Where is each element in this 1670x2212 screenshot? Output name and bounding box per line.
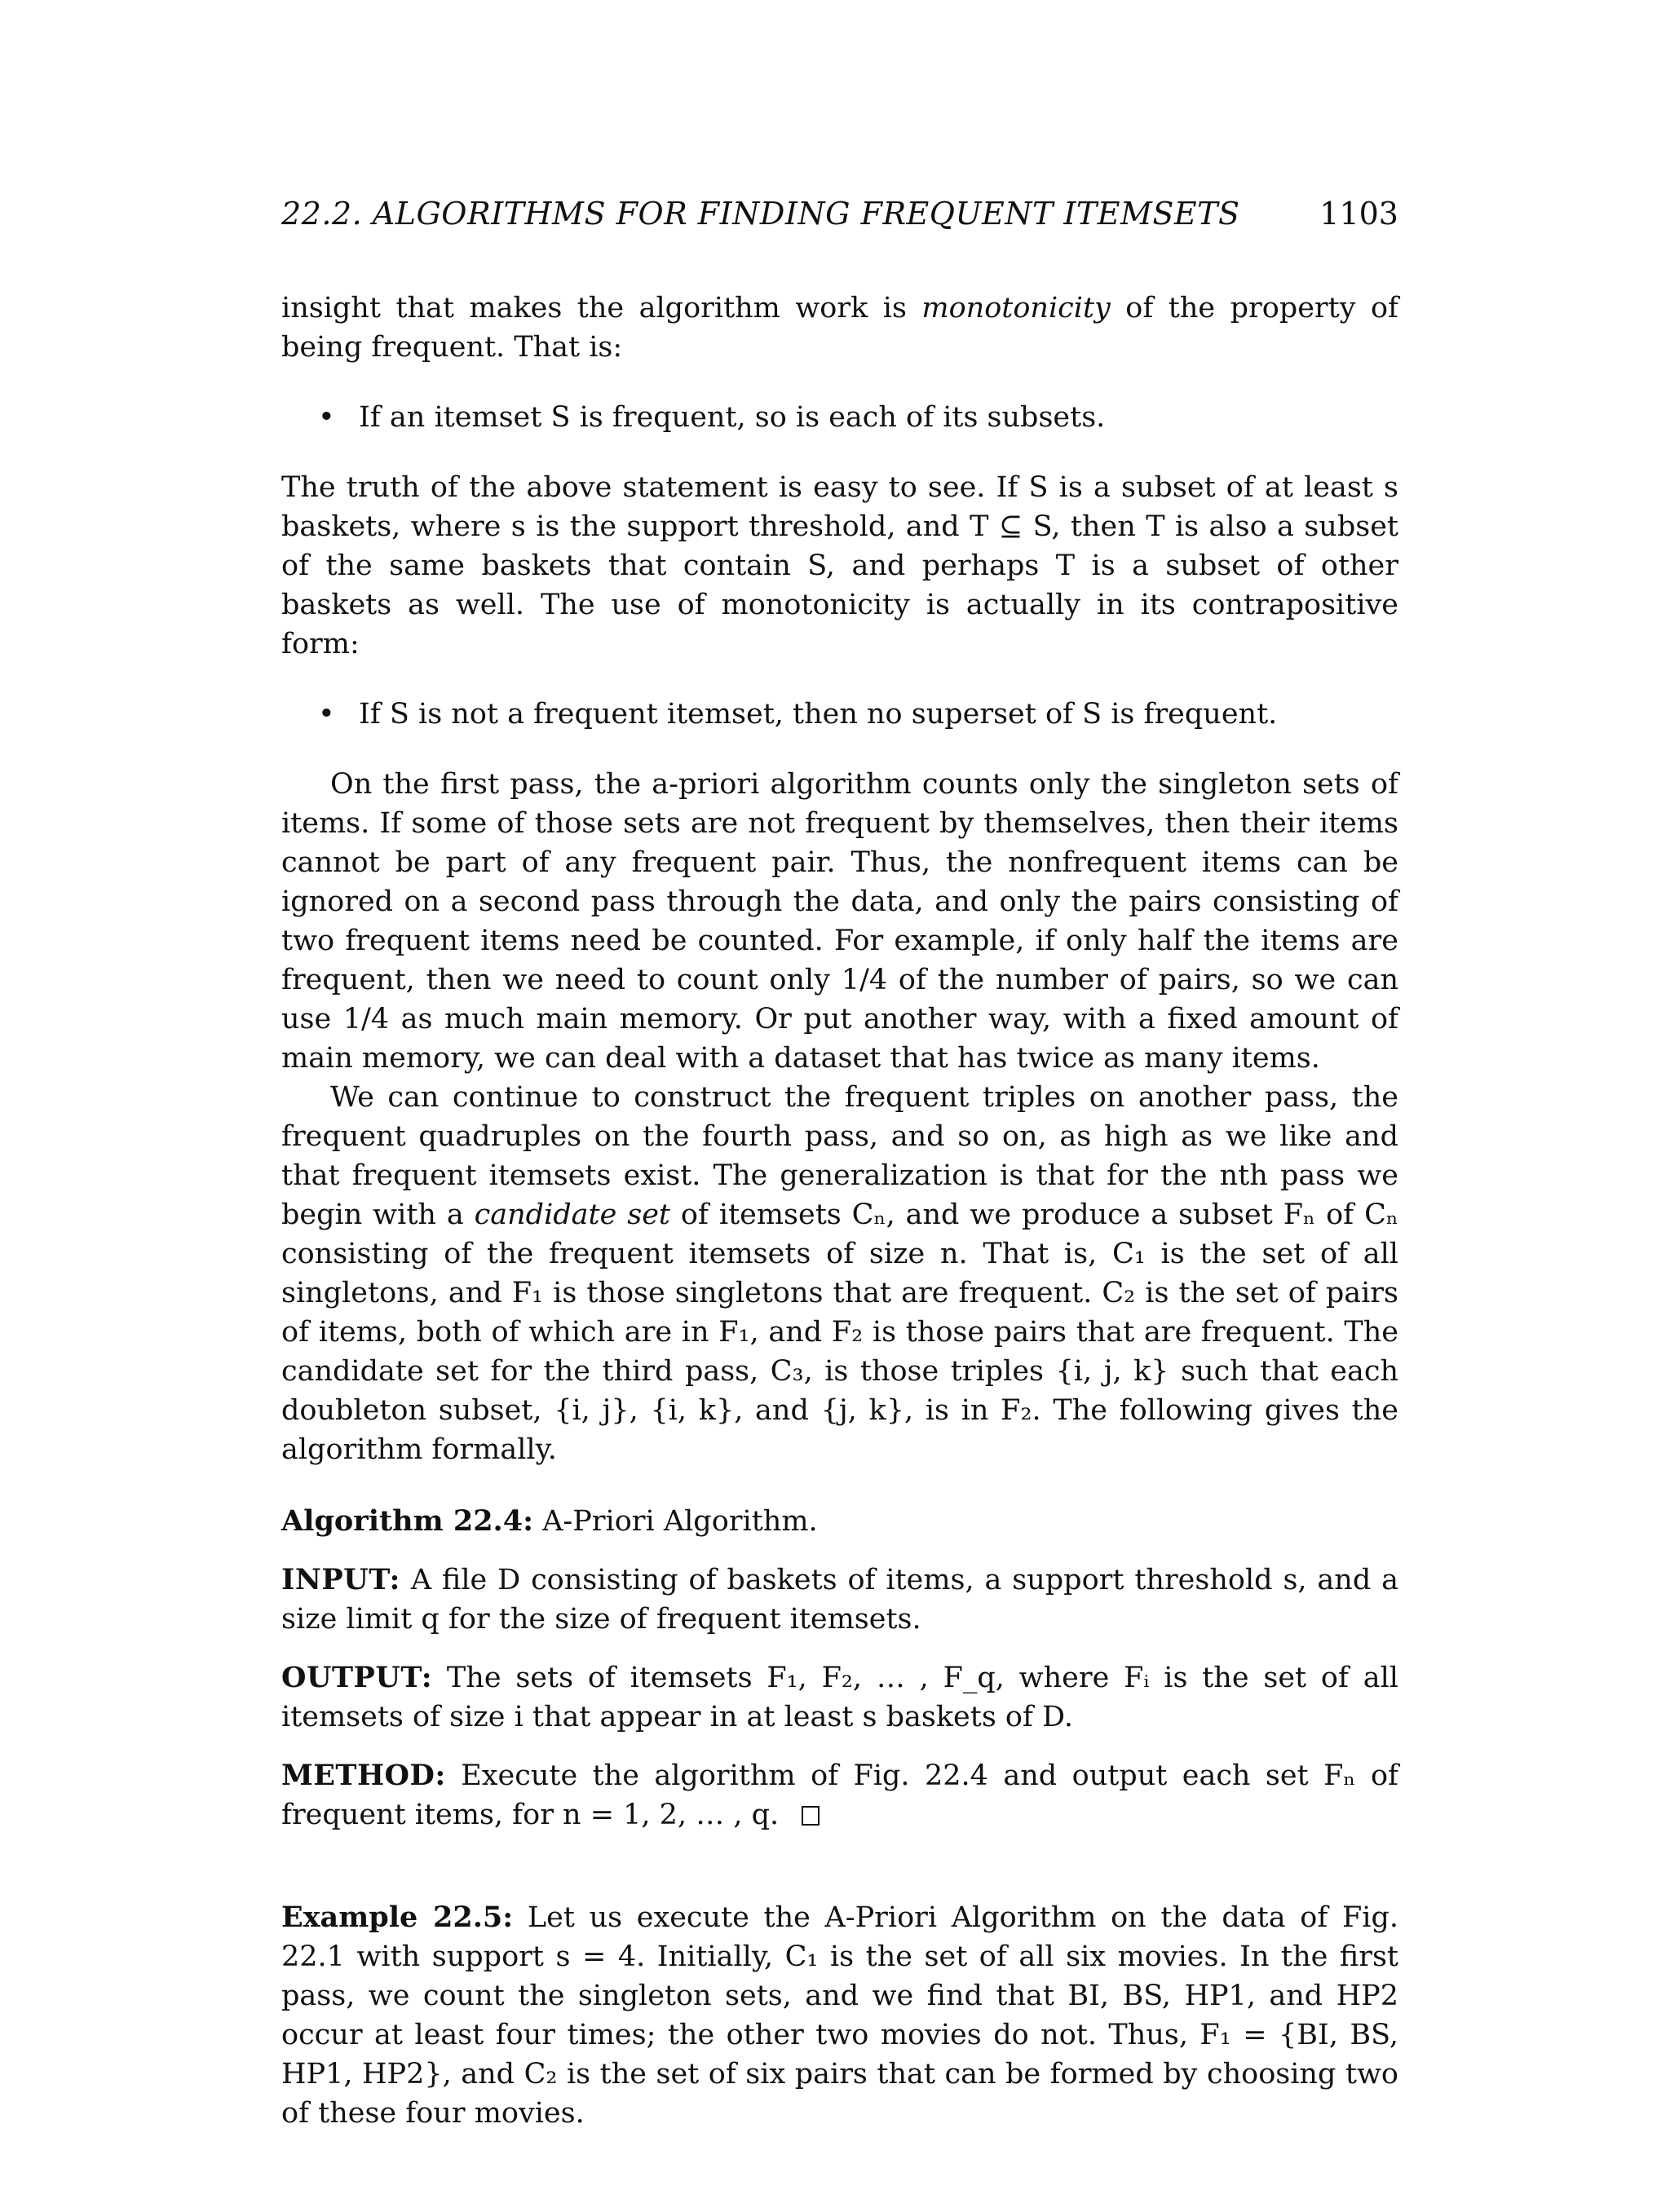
method-label: METHOD:	[281, 1759, 446, 1792]
bullet-icon: •	[318, 698, 335, 731]
paragraph-proof: The truth of the above statement is easy to see. If S is a subset of at least s baskets, where s is the support threshold, and T ⊆ S, then T is also a subset of the same baskets that contain S, and perhaps T is a subset of other baskets as well. The use of monotonicity is actually in its contrapositive form:	[281, 471, 1398, 660]
paragraph-intro	[281, 289, 1398, 367]
running-header	[281, 196, 1398, 232]
paragraph-generalization-end: of itemsets Cₙ, and we produce a subset Fₙ of Cₙ consisting of the frequent itemsets of size n. That is, C₁ is the set of all singletons, and F₁ is those singletons that are frequent. C₂ is the set of pairs of items, both of which are in F₁, and F₂ is those pairs that are frequent. The candidate set for the third pass, C₃, is those triples {i, j, k} such that each doubleton subset, {i, j}, {i, k}, and {j, k}, is in F₂. The following gives the algorithm formally.	[281, 1199, 1398, 1466]
example-text: Let us execute the A-Priori Algorithm on the data of Fig. 22.1 with support s = 4. Initially, C₁ is the set of all six movies. In the first pass, we count the singleton sets, and we find that BI, BS, HP1, and HP2 occur at least four times; the other two movies do not. Thus, F₁ = {BI, BS, HP1, HP2}, and C₂ is the set of six pairs that can be formed by choosing two of these four movies.	[281, 1901, 1398, 2130]
bullet-contrapositive-text: If S is not a frequent itemset, then no superset of S is frequent.	[359, 698, 1278, 731]
paragraph-generalization-start: We can continue to construct the frequent triples on another pass, the frequent quadruples on the fourth pass, and so on, as high as we like and that frequent itemsets exist. The generalization is that for the nth pass we begin with a	[281, 1081, 1398, 1231]
page-body	[281, 289, 1398, 2133]
input-text: A file D consisting of baskets of items, a support threshold s, and a size limit q for the size of frequent itemsets.	[281, 1564, 1398, 1636]
example-paragraph	[281, 1898, 1398, 2133]
algorithm-title: A-Priori Algorithm.	[533, 1505, 818, 1538]
algorithm-label: Algorithm 22.4:	[281, 1504, 534, 1538]
output-text: The sets of itemsets F₁, F₂, … , F_q, where Fᵢ is the set of all itemsets of size i that appear in at least s baskets of D.	[281, 1662, 1398, 1733]
method-text: Execute the algorithm of Fig. 22.4 and output each set Fₙ of frequent items, for n = 1, 2, … , q.	[281, 1759, 1398, 1831]
bullet-monotonicity-text: If an itemset S is frequent, so is each of its subsets.	[359, 401, 1106, 434]
term-candidate-set: candidate set	[474, 1199, 670, 1231]
paragraph-intro-end: of the property of being frequent. That is:	[281, 292, 1398, 364]
algorithm-heading	[281, 1502, 1398, 1541]
section-title: 22.2. ALGORITHMS FOR FINDING FREQUENT ITEMSETS	[281, 196, 1240, 232]
algorithm-method	[281, 1756, 1398, 1835]
bullet-contrapositive	[318, 695, 1398, 734]
algorithm-output	[281, 1658, 1398, 1737]
paragraph-generalization	[281, 1078, 1398, 1469]
term-monotonicity: monotonicity	[921, 292, 1111, 325]
bullet-monotonicity	[318, 398, 1398, 437]
paragraph-first-pass: On the first pass, the a-priori algorithm counts only the singleton sets of items. If some of those sets are not frequent by themselves, then their items cannot be part of any frequent pair. Thus, the nonfrequent items can be ignored on a second pass through the data, and only the pairs consisting of two frequent items need be counted. For example, if only half the items are frequent, then we need to count only 1/4 of the number of pairs, so we can use 1/4 as much main memory. Or put another way, with a fixed amount of main memory, we can deal with a dataset that has twice as many items.	[281, 768, 1398, 1075]
output-label: OUTPUT:	[281, 1661, 433, 1694]
paragraph-intro-start: insight that makes the algorithm work is	[281, 292, 922, 325]
example-label: Example 22.5:	[281, 1901, 514, 1934]
end-of-proof-icon	[802, 1806, 820, 1826]
algorithm-input	[281, 1561, 1398, 1639]
book-page	[281, 196, 1398, 2133]
input-label: INPUT:	[281, 1563, 400, 1596]
page-number: 1103	[1319, 196, 1398, 232]
bullet-icon: •	[318, 401, 335, 434]
